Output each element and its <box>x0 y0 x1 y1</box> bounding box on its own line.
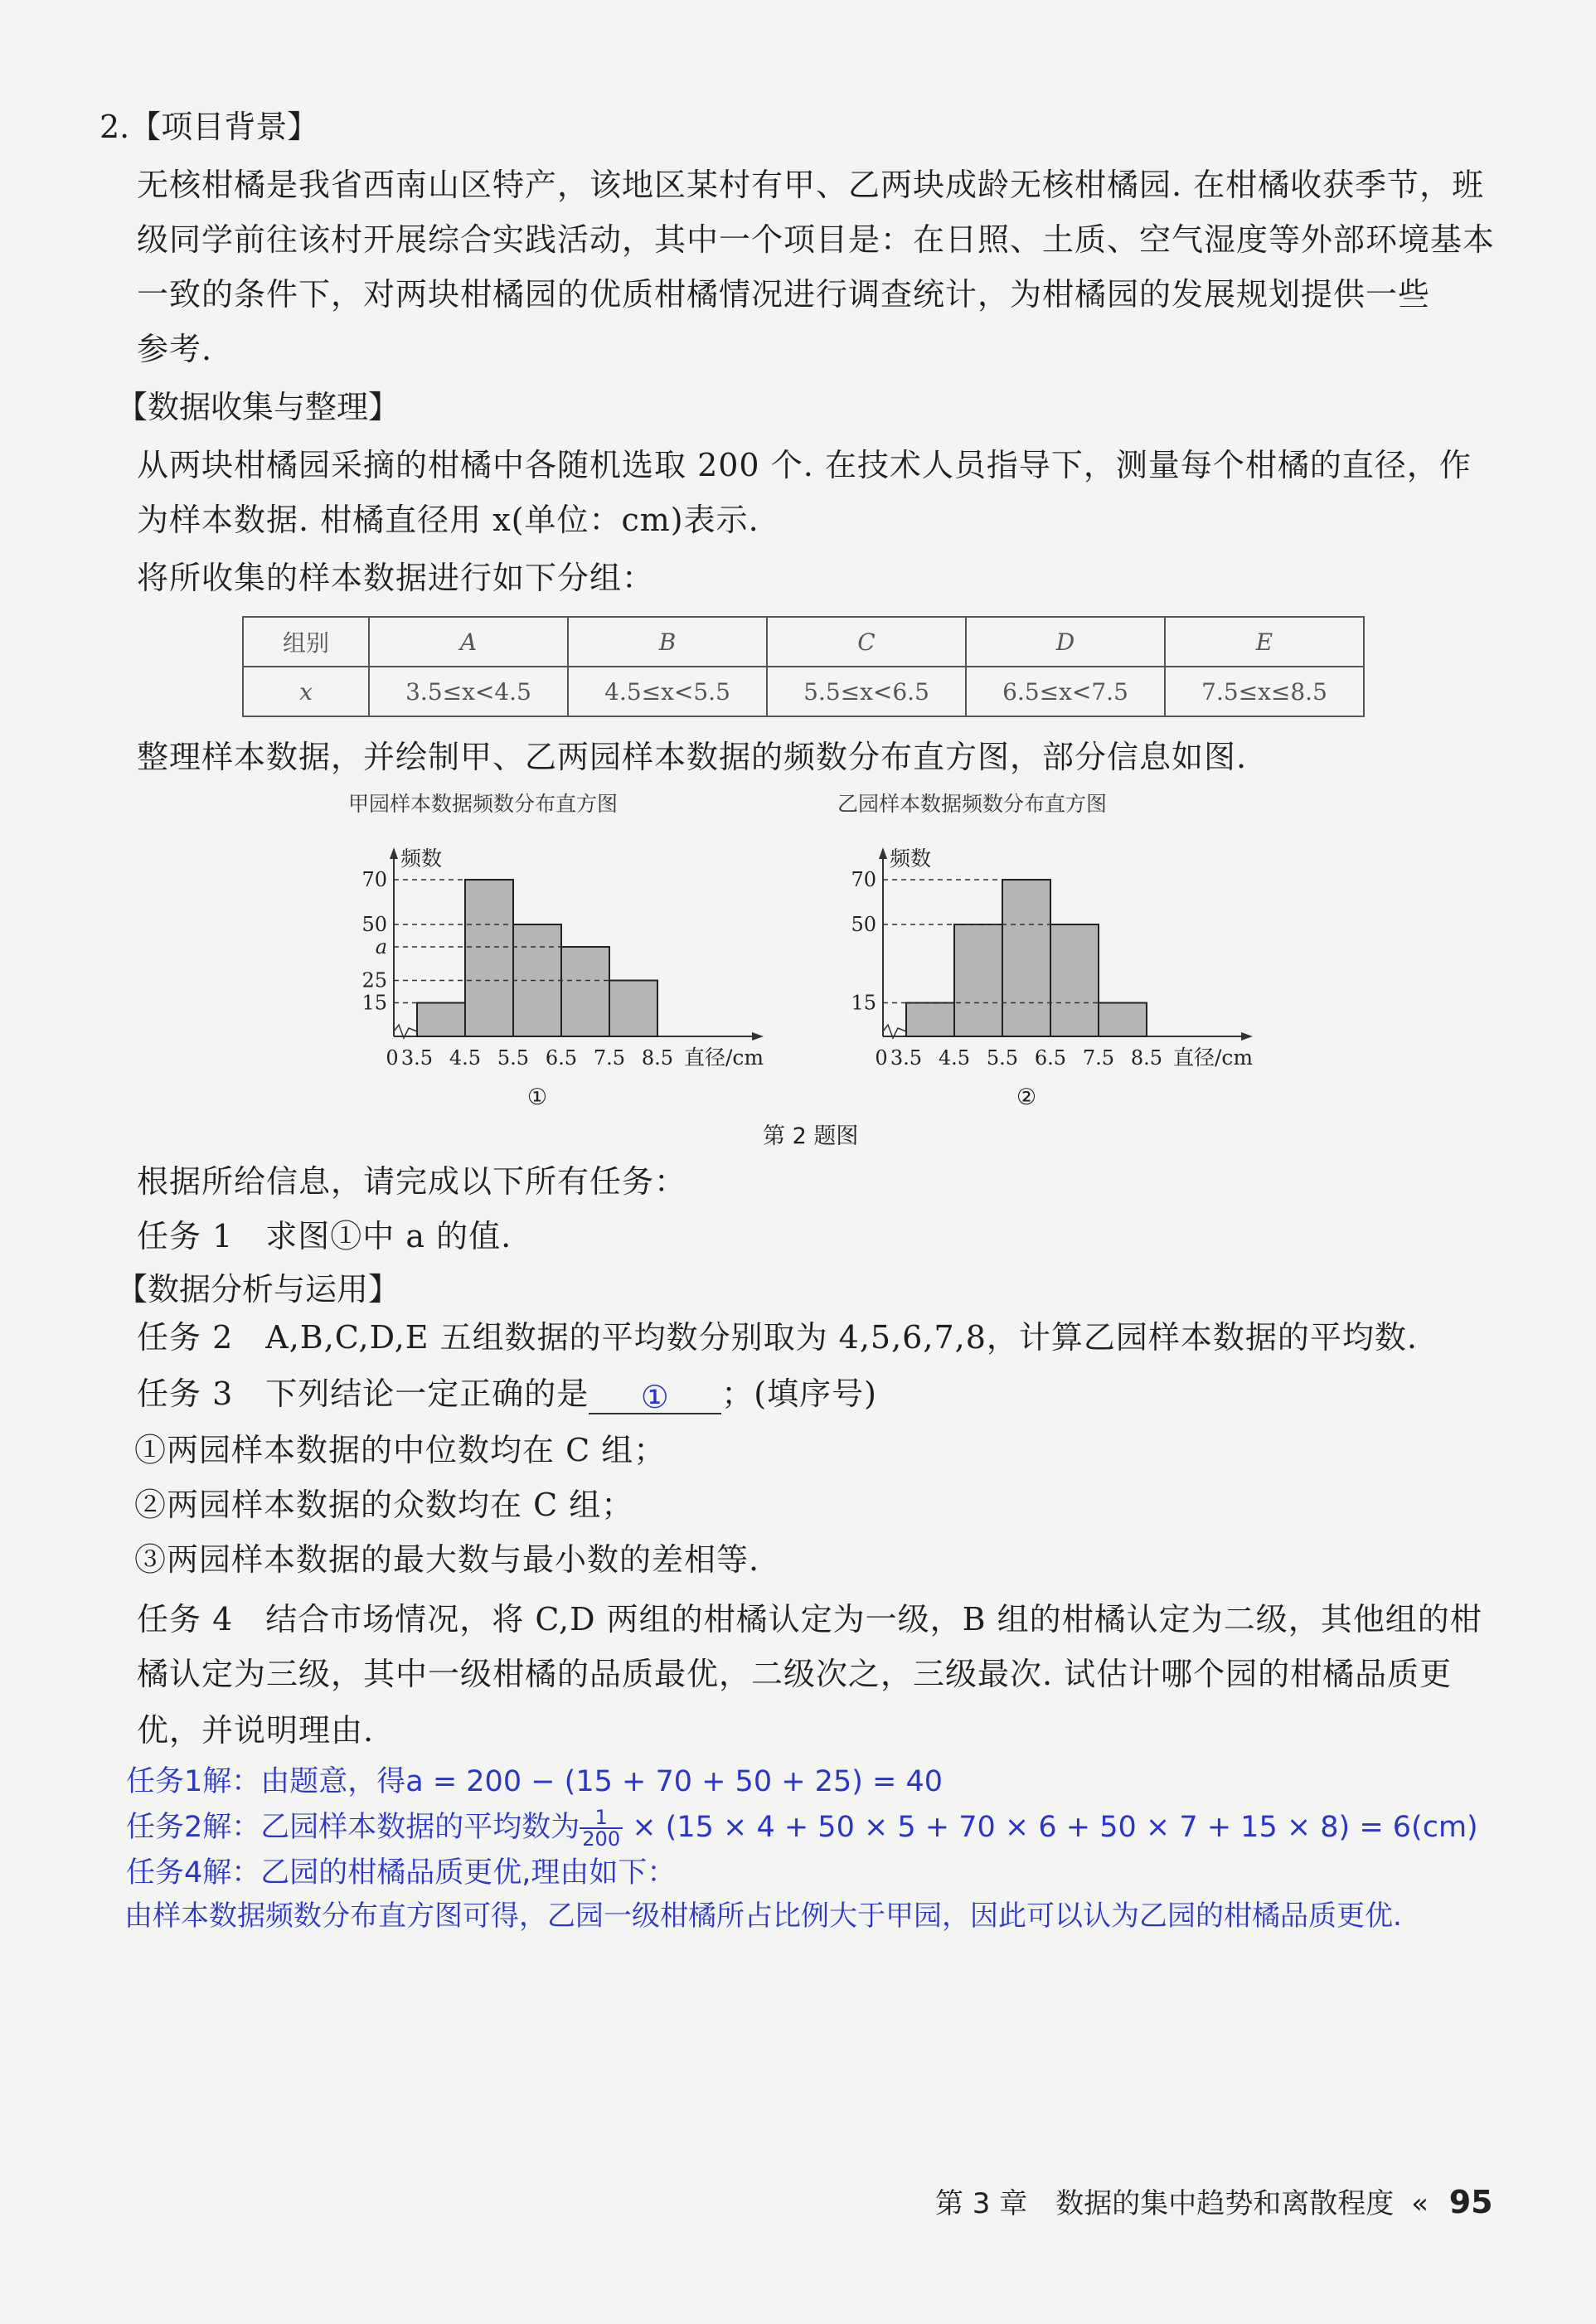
histogram-bar <box>906 1003 954 1037</box>
background-line-1: 无核柑橘是我省西南山区特产，该地区某村有甲、乙两块成龄无核柑橘园. 在柑橘收获季节，班 <box>137 167 1485 203</box>
x-tick-label: 7.5 <box>1082 1046 1115 1070</box>
prompt-line: 根据所给信息，请完成以下所有任务： <box>137 1163 687 1200</box>
after-table-text: 整理样本数据，并绘制甲、乙两园样本数据的频数分布直方图，部分信息如图. <box>137 739 1248 775</box>
histogram-bar <box>1099 1003 1147 1037</box>
histogram-jia <box>315 788 779 1111</box>
histogram-bar <box>1002 880 1050 1036</box>
page-footer <box>935 2181 1493 2221</box>
table-cell: 6.5≤x<7.5 <box>966 667 1165 716</box>
y-tick-label: 50 <box>361 913 387 936</box>
y-tick-label: 70 <box>361 868 387 891</box>
table-cell: E <box>1165 617 1364 667</box>
chart-caption: ① <box>526 1084 548 1110</box>
histogram-bar <box>465 880 513 1036</box>
chevron-left-icon: « <box>1411 2187 1429 2220</box>
x-tick-label: 0 <box>875 1046 888 1070</box>
table-cell: x <box>243 667 369 716</box>
figure-caption: 第 2 题图 <box>763 1123 859 1149</box>
y-tick-label: 50 <box>851 913 876 936</box>
background-line-3: 一致的条件下，对两块柑橘园的优质柑橘情况进行调查统计，为柑橘园的发展规划提供一些 <box>137 276 1431 313</box>
x-tick-label: 7.5 <box>593 1046 626 1070</box>
x-axis-label: 直径/cm <box>684 1046 764 1070</box>
x-tick-label: 0 <box>386 1046 399 1070</box>
histogram-bar <box>954 924 1002 1036</box>
question-header <box>99 106 318 148</box>
x-tick-label: 6.5 <box>1034 1046 1067 1070</box>
collection-header: 【数据收集与整理】 <box>116 389 400 425</box>
y-tick-label: 15 <box>361 991 387 1015</box>
fraction-denominator: 200 <box>582 1827 621 1851</box>
table-cell: D <box>966 617 1165 667</box>
task-1: 任务 1 求图①中 a 的值. <box>137 1218 512 1254</box>
histogram-bar <box>561 947 609 1036</box>
x-tick-label: 3.5 <box>400 1046 434 1070</box>
background-header: 【项目背景】 <box>129 109 319 145</box>
y-axis-arrow-icon <box>879 847 887 859</box>
chapter-title: 第 3 章 数据的集中趋势和离散程度 <box>935 2187 1395 2220</box>
histogram-bar <box>1050 924 1099 1036</box>
y-axis-arrow-icon <box>390 847 398 859</box>
y-tick-label: 15 <box>851 991 876 1015</box>
table-cell: 5.5≤x<6.5 <box>767 667 966 716</box>
x-axis-arrow-icon <box>752 1032 764 1041</box>
y-tick-label: 25 <box>361 968 387 992</box>
table-cell: 7.5≤x≤8.5 <box>1165 667 1364 716</box>
x-axis-arrow-icon <box>1241 1032 1253 1041</box>
page-number: 95 <box>1448 2184 1493 2220</box>
chart-title: 甲园样本数据频数分布直方图 <box>348 792 619 816</box>
table-cell: B <box>568 617 767 667</box>
grouping-table <box>242 616 1365 717</box>
task-3-prefix: 任务 3 下列结论一定正确的是 <box>137 1375 589 1412</box>
option-1: ①两园样本数据的中位数均在 C 组； <box>134 1432 667 1468</box>
background-line-4: 参考. <box>137 331 213 367</box>
table-cell: 3.5≤x<4.5 <box>369 667 568 716</box>
x-axis-label: 直径/cm <box>1173 1046 1254 1070</box>
histogram-yi <box>804 788 1269 1111</box>
table-cell: 组别 <box>243 617 369 667</box>
answer-task-4-line-1: 任务4解：乙园的柑橘品质更优,理由如下： <box>126 1856 677 1890</box>
answer-fraction <box>580 1807 623 1849</box>
task-3-answer-blank: ① <box>589 1376 721 1414</box>
histogram-bar <box>513 924 561 1036</box>
y-axis-label: 频数 <box>400 847 443 871</box>
x-tick-label: 4.5 <box>938 1046 971 1070</box>
answer-task-1: 任务1解：由题意，得a = 200 − (15 + 70 + 50 + 25) = 40 <box>126 1765 943 1798</box>
x-tick-label: 8.5 <box>641 1046 674 1070</box>
y-axis-label: 频数 <box>890 847 932 871</box>
histogram-bar <box>417 1003 465 1037</box>
x-tick-label: 4.5 <box>449 1046 482 1070</box>
answer-task-2-prefix: 任务2解：乙园样本数据的平均数为 <box>126 1811 580 1844</box>
answer-task-4-line-2: 由样本数据频数分布直方图可得，乙园一级柑橘所占比例大于甲园，因此可以认为乙园的柑橘品质更优. <box>124 1899 1402 1933</box>
chart-title: 乙园样本数据频数分布直方图 <box>837 792 1108 816</box>
fraction-numerator: 1 <box>580 1807 623 1829</box>
background-line-2: 级同学前往该村开展综合实践活动，其中一个项目是：在日照、土质、空气湿度等外部环境基本 <box>137 221 1496 258</box>
task-4-line-1: 任务 4 结合市场情况，将 C,D 两组的柑橘认定为一级，B 组的柑橘认定为二级，其他组的柑 <box>137 1601 1482 1637</box>
task-4-line-2: 橘认定为三级，其中一级柑橘的品质最优，二级次之，三级最次. 试估计哪个园的柑橘品质更 <box>137 1656 1453 1692</box>
table-cell: A <box>369 617 568 667</box>
analysis-header: 【数据分析与运用】 <box>116 1271 400 1308</box>
answer-task-2-suffix: × (15 × 4 + 50 × 5 + 70 × 6 + 50 × 7 + 15 × 8) = 6(cm) <box>632 1811 1478 1844</box>
collection-line-1: 从两块柑橘园采摘的柑橘中各随机选取 200 个. 在技术人员指导下，测量每个柑橘的直径，作 <box>137 447 1472 483</box>
y-tick-label: 70 <box>851 868 876 891</box>
x-tick-label: 3.5 <box>890 1046 923 1070</box>
option-3: ③两园样本数据的最大数与最小数的差相等. <box>134 1541 760 1578</box>
table-cell: 4.5≤x<5.5 <box>568 667 767 716</box>
x-tick-label: 8.5 <box>1130 1046 1163 1070</box>
task-3-suffix: ；(填序号) <box>721 1375 877 1412</box>
question-number: 2. <box>99 109 130 145</box>
x-tick-label: 5.5 <box>497 1046 530 1070</box>
histogram-bar <box>609 981 657 1037</box>
x-tick-label: 5.5 <box>986 1046 1019 1070</box>
option-2: ②两园样本数据的众数均在 C 组； <box>134 1487 634 1523</box>
y-tick-label: a <box>375 935 387 958</box>
table-row <box>243 617 1364 667</box>
chart-caption: ② <box>1016 1084 1037 1110</box>
table-cell: C <box>767 617 966 667</box>
task-3 <box>137 1373 877 1414</box>
x-tick-label: 6.5 <box>545 1046 578 1070</box>
task-4-line-3: 优，并说明理由. <box>137 1712 375 1749</box>
table-row <box>243 667 1364 716</box>
collection-line-3: 将所收集的样本数据进行如下分组： <box>137 560 655 596</box>
collection-line-2: 为样本数据. 柑橘直径用 x(单位：cm)表示. <box>137 502 759 538</box>
answer-task-2 <box>126 1807 1478 1849</box>
task-2: 任务 2 A,B,C,D,E 五组数据的平均数分别取为 4,5,6,7,8，计算乙园样本数据的平均数. <box>137 1319 1418 1356</box>
